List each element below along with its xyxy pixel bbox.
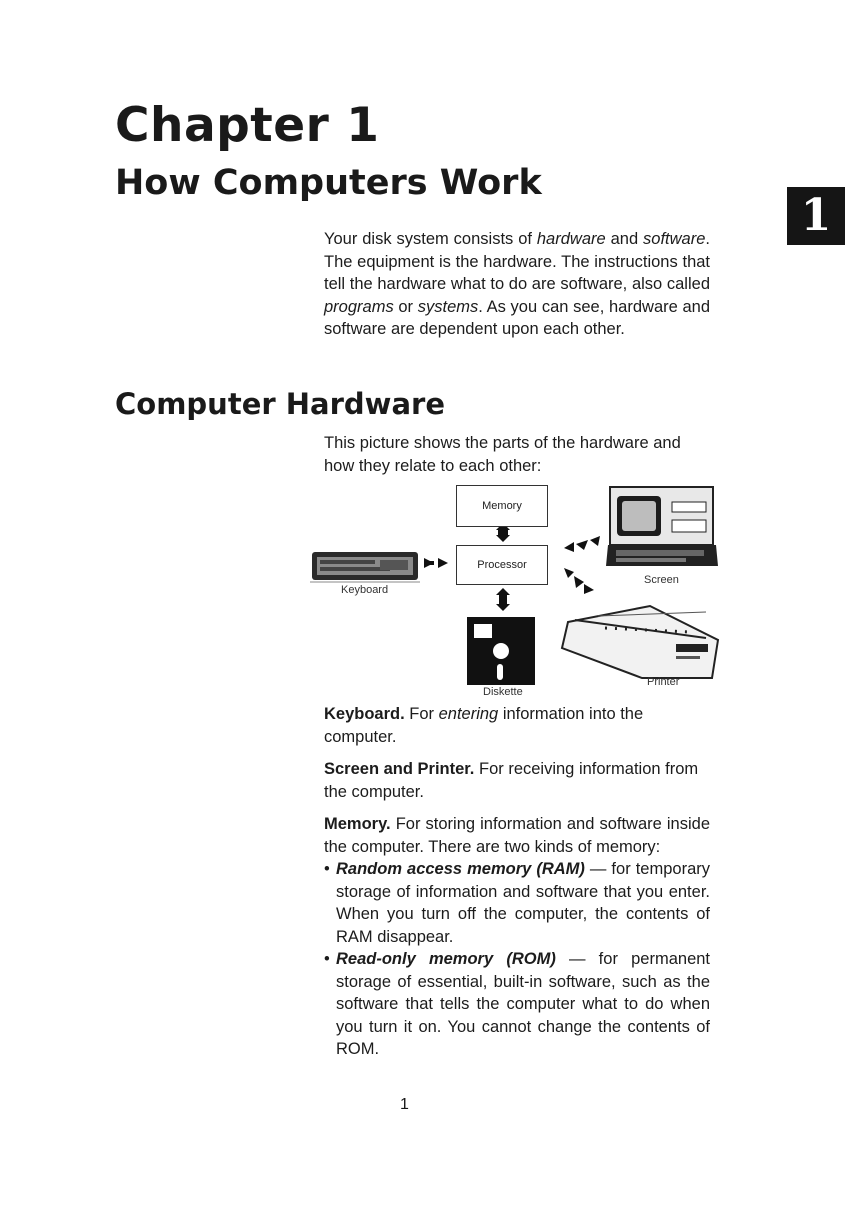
ram-bullet: • Random access memory (RAM) — for temporary storage of information and software that you enter. When you turn off the computer, the contents of RAM disappear. [324, 860, 710, 946]
section-heading: Computer Hardware [115, 387, 445, 421]
printer-illustration [562, 606, 718, 678]
screen-caption: Screen [644, 574, 679, 586]
intro-paragraph: Your disk system consists of hardware and software. The equipment is the hardware. The instructions that tell the hardware what to do are software, also called programs or systems. As you can see, hardware and software are dependent upon each other. [324, 230, 710, 338]
chapter-label: Chapter 1 [115, 98, 380, 153]
page-number: 1 [400, 1096, 409, 1113]
memory-paragraph: Memory. For storing information and software inside the computer. There are two kinds of memory: • Random access memory (RAM) — for temporary storage of information and software that you enter. When you turn off the computer, the contents of RAM disappear. • Read-only memory (ROM) — for permanent storage of essential, built-in software, such as the software that tells the computer what to do when you turn it on. You cannot change the contents of ROM. [324, 813, 710, 1061]
processor-box: Processor [456, 545, 548, 585]
printer-caption: Printer [647, 676, 680, 688]
bullet-marker: • [324, 950, 330, 968]
chapter-tab: 1 [787, 187, 845, 245]
rom-bullet: • Read-only memory (ROM) — for permanent storage of essential, built-in software, such as the software that tells the computer what to do when you turn it on. You cannot change the contents of ROM. [324, 950, 711, 1058]
bullet-marker: • [324, 860, 330, 878]
screen-printer-paragraph: Screen and Printer. For receiving information from the computer. [324, 760, 699, 801]
chapter-title: How Computers Work [115, 163, 542, 203]
keyboard-paragraph: Keyboard. For entering information into the computer. [324, 705, 644, 746]
arrow-keyboard-processor [424, 558, 448, 568]
diskette-illustration [467, 617, 535, 685]
arrow-processor-outputs [564, 536, 600, 594]
memory-box: Memory [456, 485, 548, 527]
keyboard-illustration [310, 552, 420, 582]
keyboard-caption: Keyboard [341, 584, 389, 596]
screen-illustration [606, 487, 718, 566]
hardware-intro: This picture shows the parts of the hardware and how they relate to each other: [324, 434, 681, 475]
arrow-processor-diskette [496, 588, 510, 611]
diskette-caption: Diskette [483, 686, 523, 698]
